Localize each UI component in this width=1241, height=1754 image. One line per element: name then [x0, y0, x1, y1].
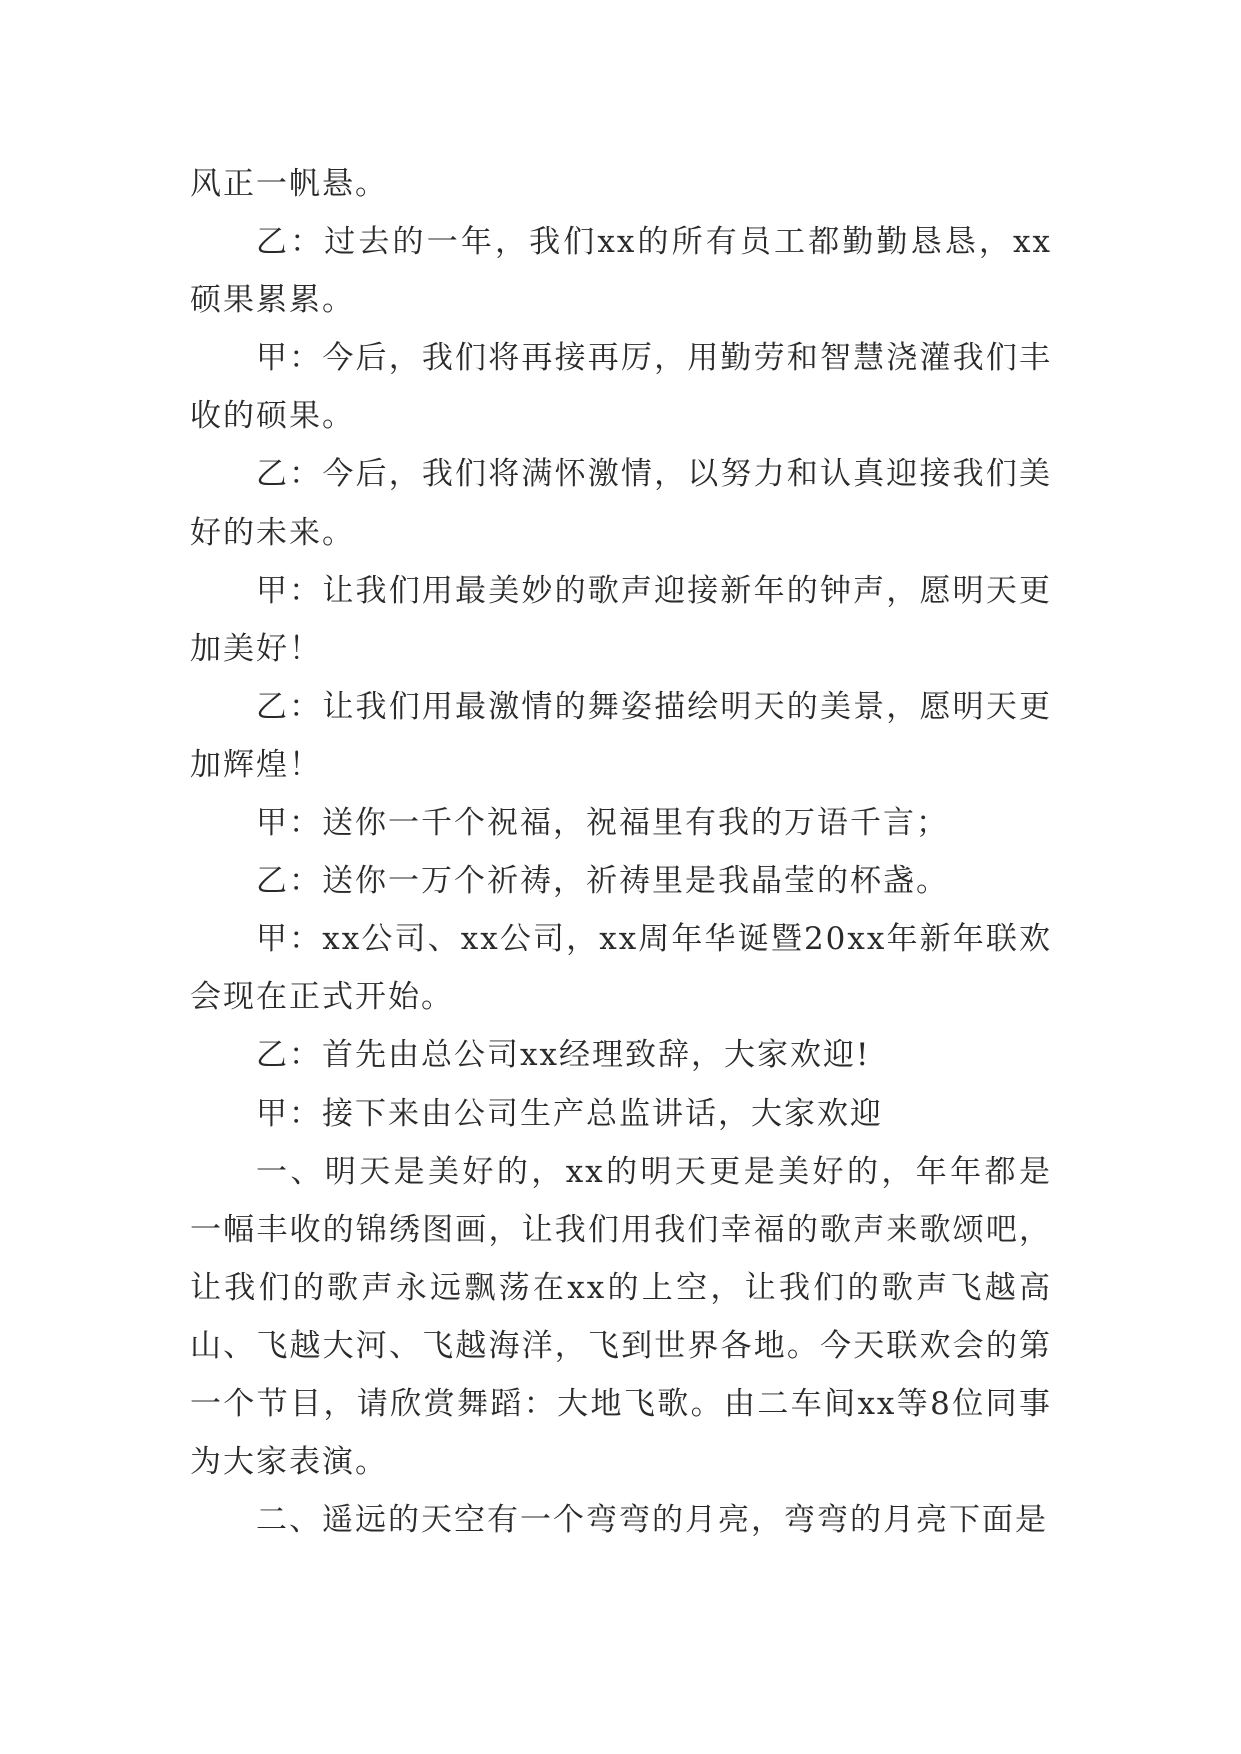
program-item-one: 一、明天是美好的，xx的明天更是美好的，年年都是一幅丰收的锦绣图画，让我们用我们幸福的歌声来歌颂吧，让我们的歌声永远飘荡在xx的上空，让我们的歌声飞越高山、飞越大河、飞越海洋，飞到世界各地。今天联欢会的第一个节目，请欣赏舞蹈：大地飞歌。由二车间xx等8位同事为大家表演。	[190, 1153, 1052, 1481]
dialogue-line-jia: 甲：xx公司、xx公司，xx周年华诞暨20xx年新年联欢会现在正式开始。	[190, 921, 1052, 1016]
dialogue-line-jia: 甲：今后，我们将再接再厉，用勤劳和智慧浇灌我们丰收的硕果。	[190, 340, 1052, 435]
paragraph-continuation: 风正一帆悬。	[190, 166, 388, 202]
dialogue-line-jia: 甲：送你一千个祝福，祝福里有我的万语千言；	[256, 805, 949, 842]
document-body	[190, 155, 1052, 1549]
dialogue-line-yi: 乙：送你一万个祈祷，祈祷里是我晶莹的杯盏。	[256, 863, 949, 900]
dialogue-line-yi: 乙：首先由总公司xx经理致辞，大家欢迎!	[256, 1037, 871, 1074]
dialogue-line-jia: 甲：让我们用最美妙的歌声迎接新年的钟声，愿明天更加美好！	[190, 572, 1052, 667]
dialogue-line-jia: 甲：接下来由公司生产总监讲话，大家欢迎	[256, 1095, 883, 1132]
dialogue-line-yi: 乙：今后，我们将满怀激情，以努力和认真迎接我们美好的未来。	[190, 456, 1052, 551]
program-item-two: 二、遥远的天空有一个弯弯的月亮，弯弯的月亮下面是	[256, 1502, 1048, 1539]
dialogue-line-yi: 乙：过去的一年，我们xx的所有员工都勤勤恳恳，xx硕果累累。	[190, 224, 1052, 319]
dialogue-line-yi: 乙：让我们用最激情的舞姿描绘明天的美景，愿明天更加辉煌！	[190, 688, 1052, 783]
